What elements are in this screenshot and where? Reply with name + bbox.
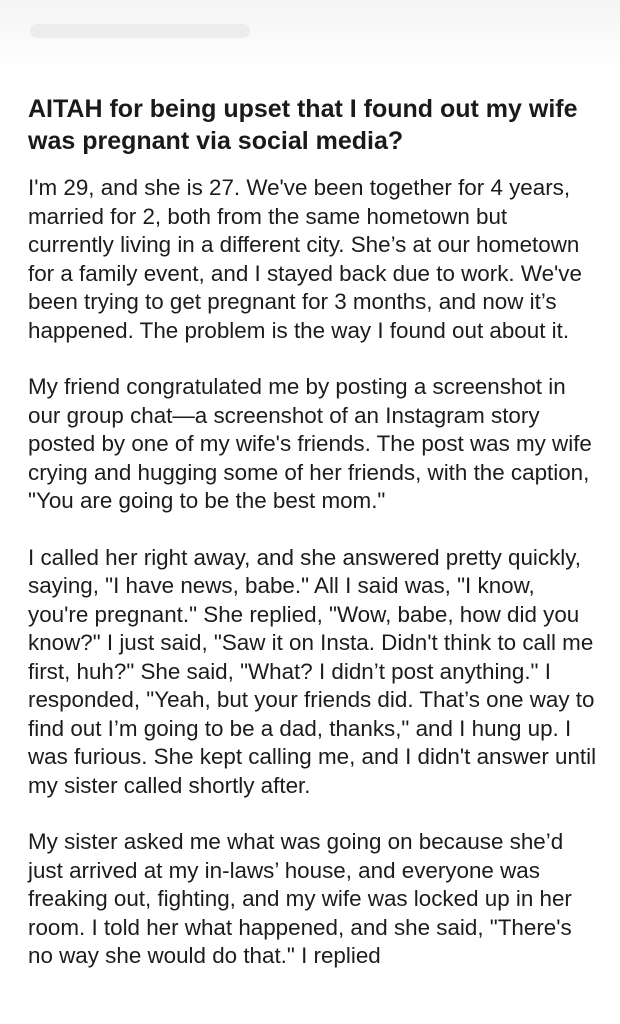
top-header-fade — [0, 0, 620, 70]
post — [28, 93, 598, 999]
post-paragraph: My sister asked me what was going on because she’d just arrived at my in-laws’ house, and everyone was freaking out, fighting, and my wife was locked up in her room. I told her what happened, and she said, "There's no way she would do that." I replied — [28, 829, 572, 968]
post-paragraph: My friend congratulated me by posting a screenshot in our group chat—a screenshot of an Instagram story posted by one of my wife's friends. The post was my wife crying and hugging some of her friends, with the caption, "You are going to be the best mom." — [28, 374, 592, 513]
post-title: AITAH for being upset that I found out my wife was pregnant via social media? — [28, 95, 578, 155]
post-paragraph: I'm 29, and she is 27. We've been together for 4 years, married for 2, both from the same hometown but currently living in a different city. She’s at our hometown for a family event, and I stayed back due to work. We've been trying to get pregnant for 3 months, and now it’s happened. The problem is the way I found out about it. — [28, 175, 582, 343]
faded-header-placeholder — [30, 24, 250, 38]
post-paragraph: I called her right away, and she answered pretty quickly, saying, "I have news, babe." All I said was, "I know, you're pregnant." She replied, "Wow, babe, how did you know?" I just said, "Saw it on Insta. Didn't think to call me first, huh?" She said, "What? I didn’t post anything." I responded, "Yeah, but your friends did. That’s one way to find out I’m going to be a dad, thanks," and I hung up. I was furious. She kept calling me, and I didn't answer until my sister called shortly after. — [28, 544, 597, 798]
post-body — [28, 174, 598, 971]
